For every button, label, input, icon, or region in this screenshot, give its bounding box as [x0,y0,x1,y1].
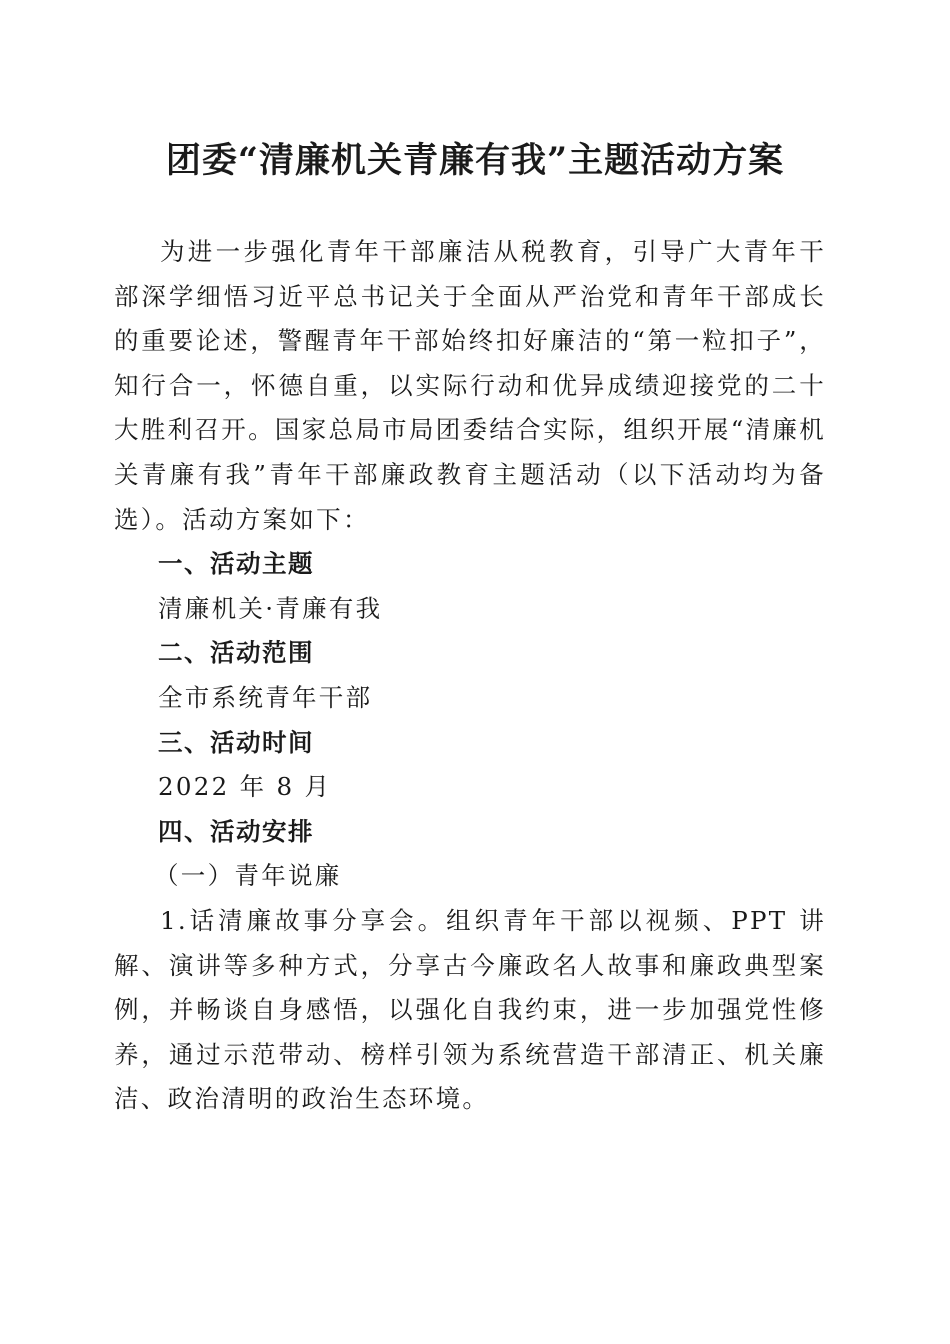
document-title: 团委“清廉机关青廉有我”主题活动方案 [165,140,785,181]
section-heading-scope: 二、活动范围 [158,638,314,668]
section-heading-time: 三、活动时间 [158,727,314,757]
section-text-theme: 清廉机关·青廉有我 [158,593,383,623]
section-text-time: 2022 年 8 月 [158,772,332,802]
section-text-scope: 全市系统青年干部 [158,682,373,712]
subsection-heading-youth-talk: （一）青年说廉 [154,861,342,891]
section-heading-theme: 一、活动主题 [158,549,314,579]
document-body [114,230,826,1122]
intro-paragraph: 为进一步强化青年干部廉洁从税教育，引导广大青年干部深学细悟习近平总书记关于全面从严治党和青年干部成长的重要论述，警醒青年干部始终扣好廉洁的“第一粒扣子”，知行合一，怀德自重，以实际行动和优异成绩迎接党的二十大胜利召开。国家总局市局团委结合实际，组织开展“清廉机关青廉有我”青年干部廉政教育主题活动（以下活动均为备选）。活动方案如下： [114,237,826,534]
item-paragraph-story-sharing: 1.话清廉故事分享会。组织青年干部以视频、PPT 讲解、演讲等多种方式，分享古今廉政名人故事和廉政典型案例，并畅谈自身感悟，以强化自我约束，进一步加强党性修养，通过示范带动、榜样引领为系统营造干部清正、机关廉洁、政治清明的政治生态环境。 [114,905,826,1114]
section-heading-arrangement: 四、活动安排 [158,816,314,846]
